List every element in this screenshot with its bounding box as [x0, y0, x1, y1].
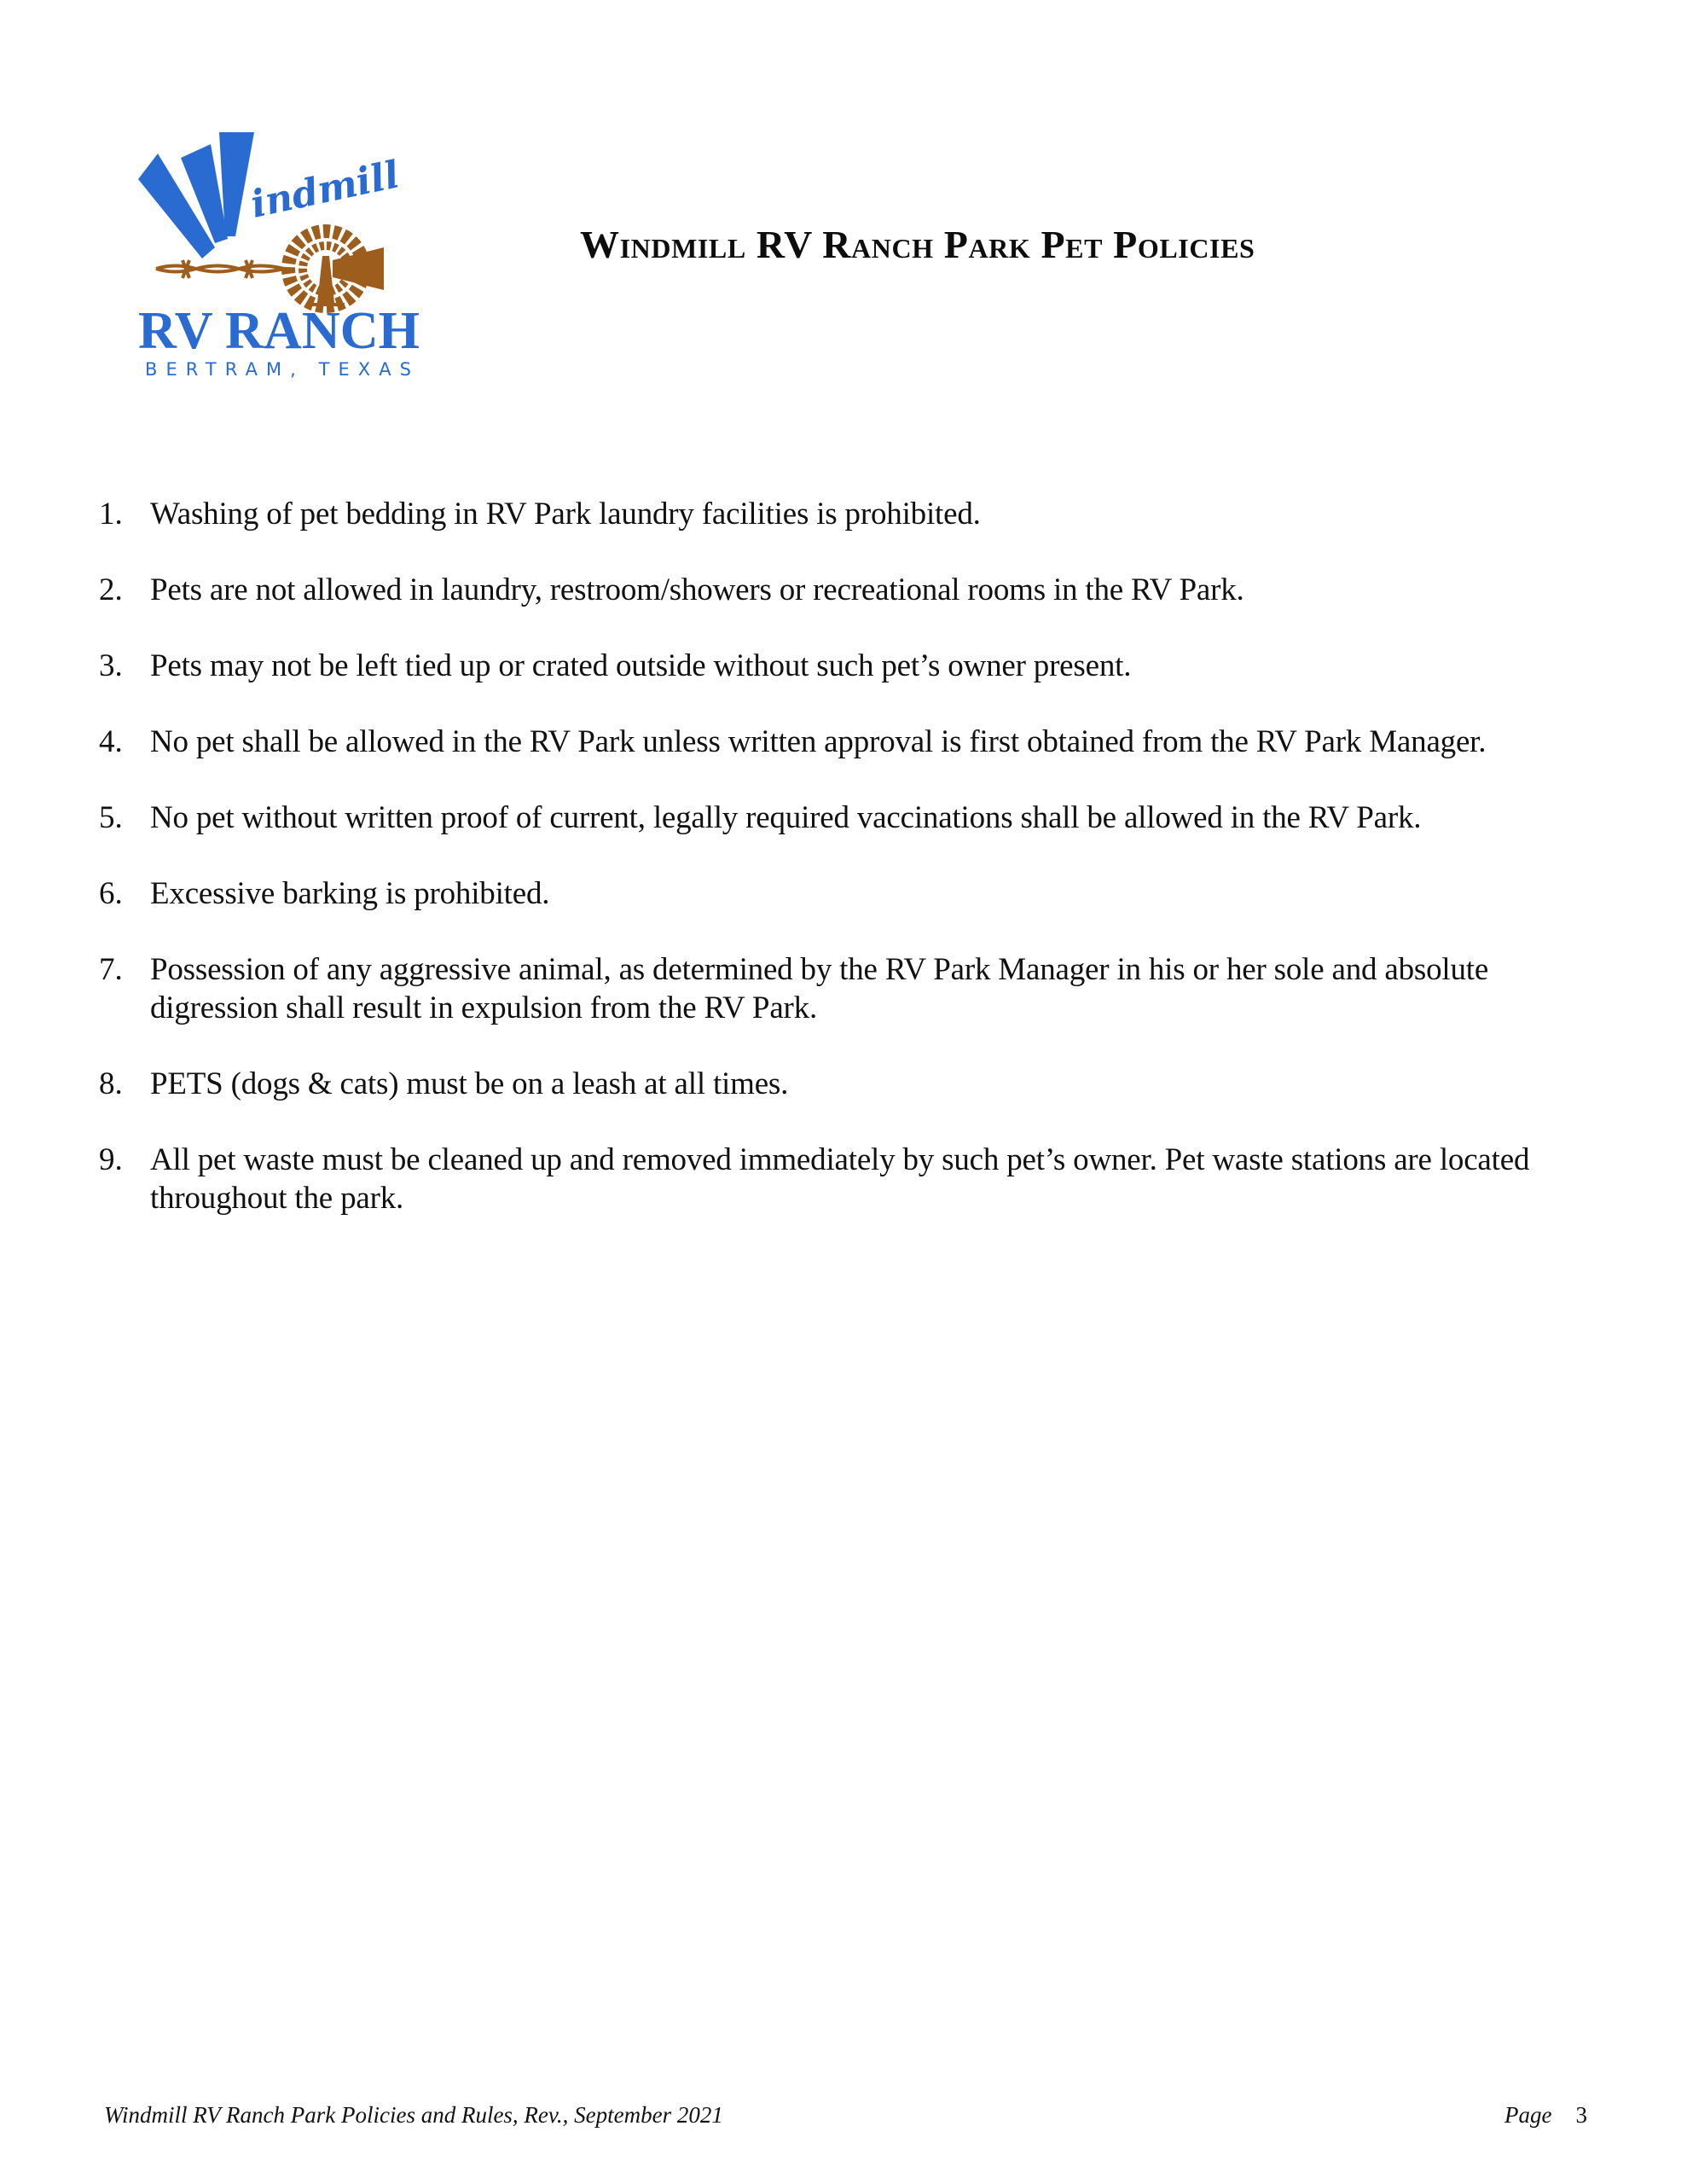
policy-text: Possession of any aggressive animal, as determined by the RV Park Manager in his or her sole and absolute digression shall result in expulsion from the RV Park. [150, 952, 1489, 1025]
barbed-wire-icon [156, 260, 284, 278]
windmill-rv-ranch-logo [128, 128, 435, 384]
policy-number: 1. [99, 497, 123, 531]
policy-item [99, 647, 1600, 685]
policy-number: 5. [99, 800, 123, 835]
policy-item [99, 1141, 1600, 1217]
policy-item [99, 950, 1600, 1027]
policy-text: Washing of pet bedding in RV Park laundry facilities is prohibited. [150, 497, 981, 531]
policy-number: 8. [99, 1066, 123, 1101]
page-label: Page [1504, 2102, 1552, 2128]
footer-document-info: Windmill RV Ranch Park Policies and Rules, Rev., September 2021 [104, 2102, 723, 2128]
policy-text: Pets may not be left tied up or crated outside without such pet’s owner present. [150, 648, 1132, 683]
document-title: Windmill RV Ranch Park Pet Policies [580, 222, 1255, 266]
policy-item [99, 799, 1600, 837]
policy-number: 3. [99, 648, 123, 683]
footer-page-number [1504, 2100, 1587, 2129]
policy-item [99, 723, 1600, 761]
windmill-icon [288, 231, 384, 306]
policy-number: 9. [99, 1142, 123, 1177]
logo-location: BERTRAM, TEXAS [145, 359, 411, 380]
policy-number: 6. [99, 876, 123, 911]
policy-number: 2. [99, 572, 123, 607]
page-number: 3 [1575, 2102, 1587, 2128]
policy-item [99, 1065, 1600, 1103]
policy-text: No pet shall be allowed in the RV Park unless written approval is first obtained from the RV Park Manager. [150, 724, 1487, 759]
policy-text: PETS (dogs & cats) must be on a leash at all times. [150, 1066, 789, 1101]
policy-item [99, 874, 1600, 913]
policy-number: 7. [99, 952, 123, 987]
policy-text: Excessive barking is prohibited. [150, 876, 550, 911]
policy-text: No pet without written proof of current, legally required vaccinations shall be allowed in the RV Park. [150, 800, 1422, 835]
policy-text: Pets are not allowed in laundry, restroom/showers or recreational rooms in the RV Park. [150, 572, 1244, 607]
logo-name: RV RANCH [138, 302, 420, 360]
logo-script-text: indmill [246, 153, 403, 227]
policy-item [99, 571, 1600, 609]
policy-text: All pet waste must be cleaned up and removed immediately by such pet’s owner. Pet waste stations are located throughout the park. [150, 1142, 1530, 1216]
pet-policy-list [99, 495, 1600, 1255]
policy-item [99, 495, 1600, 533]
policy-number: 4. [99, 724, 123, 759]
